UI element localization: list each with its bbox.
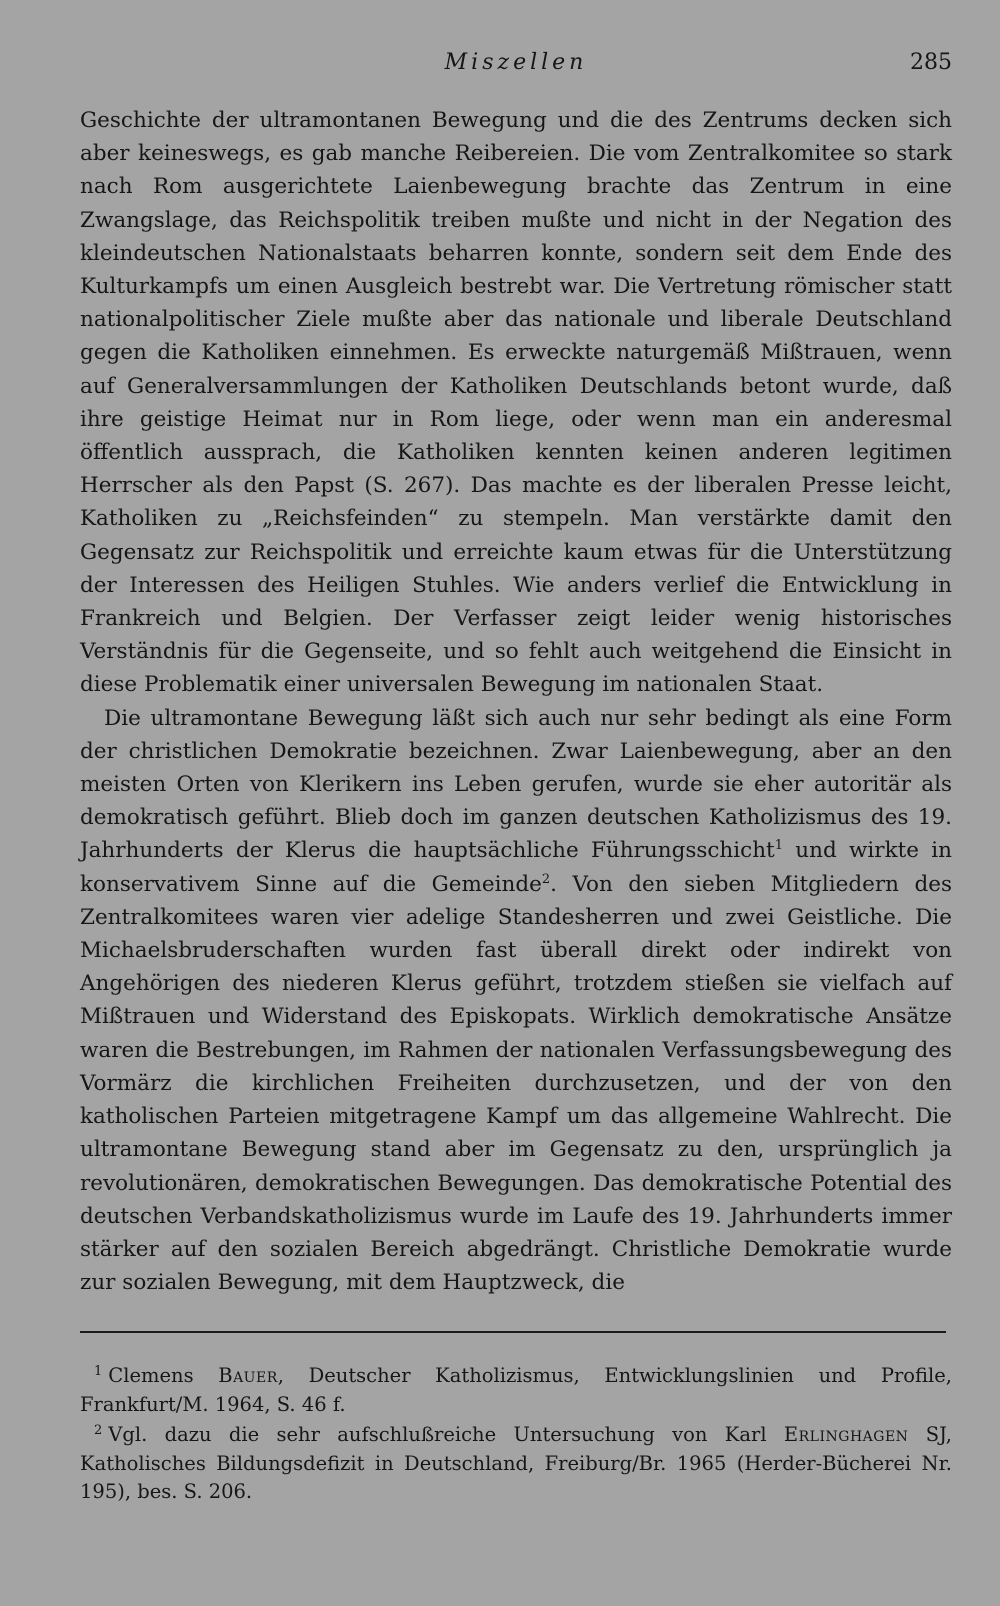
paragraph-2-part-c: . Von den sieben Mitgliedern des Zentralkomitees waren vier adelige Standesherren und zwei Geistliche. Die Michaelsbruderschaften wurden fast überall direkt oder indirekt von Angehörigen des niederen Klerus geführt, trotzdem stießen sie vielfach auf Mißtrauen und Widerstand des Episkopats. Wirklich demokratische Ansätze waren die Bestrebungen, im Rahmen der nationalen Verfassungsbewegung des Vormärz die kirchlichen Freiheiten durchzusetzen, und der von den katholischen Parteien mitgetragene Kampf um das allgemeine Wahlrecht. Die ultramontane Bewegung stand aber im Gegensatz zu den, ursprünglich ja revolutionären, demokratischen Bewegungen. Das demokratische Potential des deutschen Verbandskatholizismus wurde im Laufe des 19. Jahrhunderts immer stärker auf den sozialen Bereich abgedrängt. Christliche Demokratie wurde zur sozialen Bewegung, mit dem Hauptzweck, die bbox=[80, 871, 952, 1296]
paragraph-2 bbox=[80, 702, 952, 1300]
paragraph-2-part-a: Die ultramontane Bewegung läßt sich auch nur sehr bedingt als eine Form der christlichen Demokratie bezeichnen. Zwar Laienbewegung, aber an den meisten Orten von Klerikern ins Leben gerufen, wurde sie eher autoritär als demokratisch geführt. Blieb doch im ganzen deutschen Katholizismus des 19. Jahrhunderts der Klerus die hauptsächliche Führungsschicht bbox=[80, 705, 952, 864]
footnote-1-author: Bauer bbox=[218, 1364, 278, 1387]
footnote-2 bbox=[80, 1421, 952, 1507]
body-text bbox=[80, 104, 952, 1299]
running-title: Miszellen bbox=[444, 50, 588, 75]
paragraph-1: Geschichte der ultramontanen Bewegung und die des Zentrums decken sich aber keineswegs, es gab manche Reibereien. Die vom Zentralkomitee so stark nach Rom ausgerichtete Laienbewegung brachte das Zentrum in eine Zwangslage, das Reichspolitik treiben mußte und nicht in der Negation des kleindeutschen Nationalstaats beharren konnte, sondern seit dem Ende des Kulturkampfs um einen Ausgleich bestrebt war. Die Vertretung römischer statt nationalpolitischer Ziele mußte aber das nationale und liberale Deutschland gegen die Katholiken einnehmen. Es erweckte naturgemäß Mißtrauen, wenn auf Generalversammlungen der Katholiken Deutschlands betont wurde, daß ihre geistige Heimat nur in Rom liege, oder wenn man ein anderesmal öffentlich aussprach, die Katholiken kennten keinen anderen legitimen Herrscher als den Papst (S. 267). Das machte es der liberalen Presse leicht, Katholiken zu „Reichsfeinden“ zu stempeln. Man verstärkte damit den Gegensatz zur Reichspolitik und erreichte kaum etwas für die Unterstützung der Interessen des Heiligen Stuhles. Wie anders verlief die Entwicklung in Frankreich und Belgien. Der Verfasser zeigt leider wenig historisches Verständnis für die Gegenseite, und so fehlt auch weitgehend die Einsicht in diese Problematik einer universalen Bewegung im nationalen Staat. bbox=[80, 108, 952, 698]
page-number: 285 bbox=[910, 50, 952, 75]
footnotes bbox=[80, 1362, 952, 1509]
footnote-ref-1: 1 bbox=[774, 838, 783, 854]
footnote-2-text-post: SJ, Katholisches Bildungsdefizit in Deutschland, Freiburg/Br. 1965 (Herder-Bücherei Nr. 195), bes. S. 206. bbox=[80, 1423, 952, 1503]
page-header bbox=[80, 50, 952, 84]
footnote-2-number: 2 bbox=[94, 1423, 103, 1438]
footnote-1-number: 1 bbox=[94, 1364, 103, 1379]
paragraph-2-part-b: und wirkte in konservativem Sinne auf die Gemeinde bbox=[80, 838, 952, 897]
footnote-ref-2: 2 bbox=[541, 871, 551, 887]
footnote-1-text-post: , Deutscher Katholizismus, Entwicklungslinien und Profile, Frankfurt/M. 1964, S. 46 f. bbox=[80, 1364, 952, 1416]
footnote-2-text-pre: Vgl. dazu die sehr aufschlußreiche Untersuchung von Karl bbox=[108, 1423, 784, 1446]
footnote-1 bbox=[80, 1362, 952, 1419]
footnote-1-text-pre: Clemens bbox=[108, 1364, 219, 1387]
footnote-2-author: Erlinghagen bbox=[783, 1423, 909, 1446]
footnote-divider bbox=[80, 1331, 946, 1333]
